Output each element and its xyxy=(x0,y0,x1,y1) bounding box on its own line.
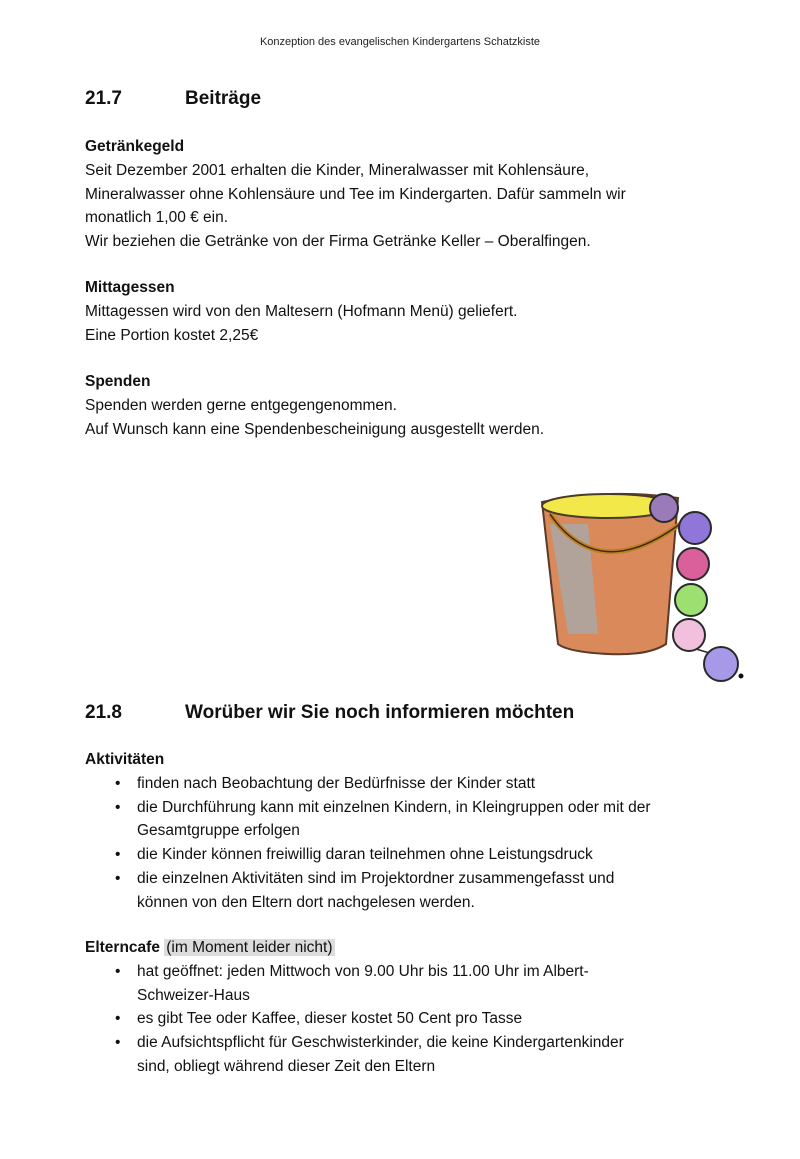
group-mittagessen xyxy=(85,276,745,347)
text-line: • finden nach Beobachtung der Bedürfnisse der Kinder statt xyxy=(137,774,536,792)
section-heading-21-8 xyxy=(85,702,574,724)
list-item xyxy=(85,960,745,1008)
list-item xyxy=(85,1007,745,1031)
text-line: • die Aufsichtspflicht für Geschwisterkinder, die keine Kindergartenkinder xyxy=(137,1034,624,1052)
list-item xyxy=(85,796,745,844)
text-line: Schweizer-Haus xyxy=(137,986,250,1004)
group-aktivitaeten xyxy=(85,748,745,915)
text-line: • es gibt Tee oder Kaffee, dieser kostet 50 Cent pro Tasse xyxy=(137,1010,523,1028)
text-line: • hat geöffnet: jeden Mittwoch von 9.00 Uhr bis 11.00 Uhr im Albert- xyxy=(137,962,589,980)
text-line: • die Durchführung kann mit einzelnen Kindern, in Kleingruppen oder mit der xyxy=(137,798,651,816)
section-number: 21.7 xyxy=(85,88,122,109)
list-item xyxy=(85,1031,745,1079)
page-header: Konzeption des evangelischen Kindergartens Schatzkiste xyxy=(259,36,541,48)
list-item xyxy=(85,867,745,915)
section-number: 21.8 xyxy=(85,702,122,723)
text-line: Seit Dezember 2001 erhalten die Kinder, Mineralwasser mit Kohlensäure, xyxy=(85,161,590,179)
section-title: Beiträge xyxy=(185,88,262,109)
text-line: Spenden werden gerne entgegengenommen. xyxy=(85,396,397,414)
text-line: Eine Portion kostet 2,25€ xyxy=(85,326,259,344)
group-getraenkegeld xyxy=(85,135,745,254)
list-item xyxy=(85,843,745,867)
text-line: sind, obliegt während dieser Zeit den Eltern xyxy=(137,1057,436,1075)
text-line: • die einzelnen Aktivitäten sind im Projektordner zusammengefasst und xyxy=(137,869,615,887)
section-heading-21-7 xyxy=(85,88,261,110)
subheading-title: Elterncafe xyxy=(85,939,160,956)
text-line: monatlich 1,00 € ein. xyxy=(85,209,229,227)
group-spenden xyxy=(85,370,745,441)
text-line: Gesamtgruppe erfolgen xyxy=(137,822,300,840)
subheading xyxy=(85,936,745,960)
text-line: Mineralwasser ohne Kohlensäure und Tee im Kindergarten. Dafür sammeln wir xyxy=(85,185,626,203)
text-line: Mittagessen wird von den Maltesern (Hofmann Menü) geliefert. xyxy=(85,302,518,320)
text-line: Auf Wunsch kann eine Spendenbescheinigung ausgestellt werden. xyxy=(85,420,545,438)
group-elterncafe xyxy=(85,936,745,1079)
bucket-with-beads-drawing-icon xyxy=(528,484,758,690)
list-item xyxy=(85,772,745,796)
bullet-list xyxy=(85,772,745,915)
highlighted-note: (im Moment leider nicht) xyxy=(166,939,333,956)
subheading: Spenden xyxy=(85,373,151,390)
subheading: Getränkegeld xyxy=(85,138,185,155)
subheading: Aktivitäten xyxy=(85,751,165,768)
text-line: • die Kinder können freiwillig daran teilnehmen ohne Leistungsdruck xyxy=(137,846,593,864)
text-line: können von den Eltern dort nachgelesen werden. xyxy=(137,893,475,911)
text-line: Wir beziehen die Getränke von der Firma Getränke Keller – Oberalfingen. xyxy=(85,233,591,251)
subheading: Mittagessen xyxy=(85,279,175,296)
section-title: Worüber wir Sie noch informieren möchten xyxy=(185,702,575,723)
bullet-list xyxy=(85,960,745,1079)
